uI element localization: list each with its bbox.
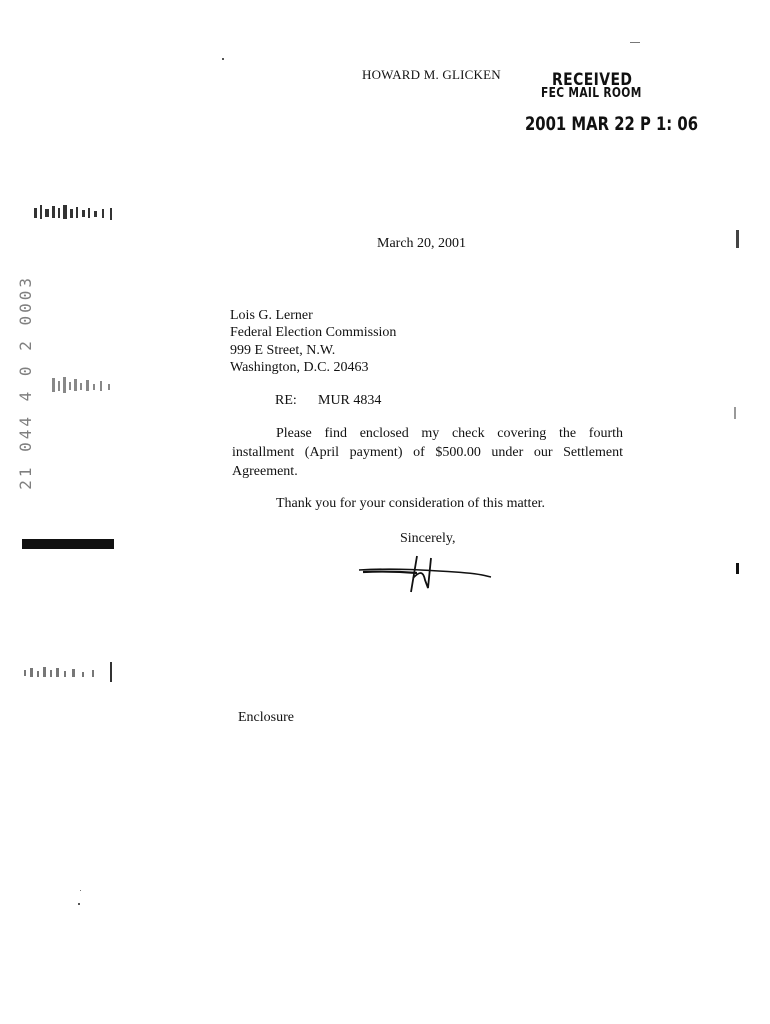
speck [630,42,640,43]
closing: Sincerely, [400,531,456,546]
recipient-name: Lois G. Lerner [230,308,313,323]
recipient-organization: Federal Election Commission [230,325,397,340]
recipient-street: 999 E Street, N.W. [230,343,336,358]
received-stamp-title: RECEIVED [552,70,633,90]
right-margin-mark-3 [736,563,739,574]
scan-artifact-top [30,200,120,226]
scan-artifact-middle [50,372,120,400]
received-stamp-room: FEC MAIL ROOM [541,86,642,101]
body-paragraph-2: Thank you for your consideration of this matter. [276,496,546,511]
re-value: MUR 4834 [318,393,382,408]
right-margin-mark-1 [736,230,739,248]
letter-date: March 20, 2001 [377,236,467,251]
speck [78,903,80,905]
letterhead-sender: HOWARD M. GLICKEN [362,67,501,82]
recipient-city: Washington, D.C. 20463 [230,360,369,375]
speck [222,58,224,60]
right-margin-mark-2 [734,407,736,419]
speck [80,890,81,891]
scan-artifact-bottom [22,660,117,684]
enclosure-note: Enclosure [238,710,294,725]
signature [355,548,500,596]
re-label: RE: [275,393,297,408]
redaction-bar [22,539,114,549]
vertical-scan-stamp: 21 044 4 0 2 0003 [16,275,35,490]
body-paragraph-1: Please find enclosed my check covering the fourth installment (April payment) of $500.00 under our Settlement Agreement. [232,426,623,479]
received-stamp-date: 2001 MAR 22 P 1: 06 [525,113,699,135]
